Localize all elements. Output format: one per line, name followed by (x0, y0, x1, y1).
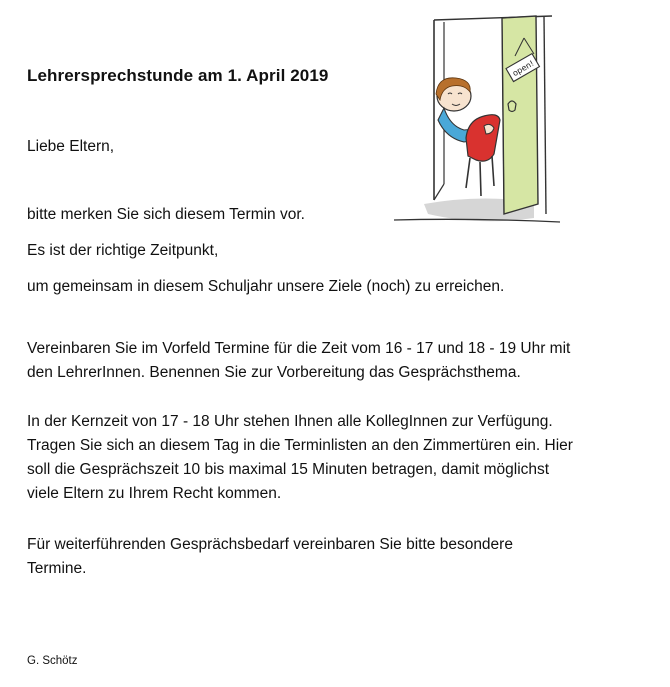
door-frame-corner (434, 184, 444, 200)
paragraph-line: viele Eltern zu Ihrem Recht kommen. (27, 485, 282, 502)
red-chair (466, 115, 500, 161)
intro-line-2: Es ist der richtige Zeitpunkt, (27, 242, 219, 259)
signature: G. Schötz (27, 655, 78, 667)
chair-legs (466, 156, 494, 196)
paragraph-line: soll die Gesprächszeit 10 bis maximal 15 Minuten betragen, damit möglichst (27, 461, 550, 478)
paragraph-line: den LehrerInnen. Benennen Sie zur Vorbereitung das Gesprächsthema. (27, 364, 521, 381)
paragraph-line: Termine. (27, 560, 87, 577)
paragraph-line: Für weiterführenden Gesprächsbedarf vereinbaren Sie bitte besondere (27, 536, 513, 553)
door-frame-right (544, 16, 546, 214)
paragraph-preparation (27, 337, 652, 385)
intro-line-3: um gemeinsam in diesem Schuljahr unsere Ziele (noch) zu erreichen. (27, 278, 505, 295)
paragraph-further (27, 533, 652, 581)
door-illustration (384, 8, 568, 232)
paragraph-core-time (27, 410, 652, 506)
paragraph-line: Vereinbaren Sie im Vorfeld Termine für die Zeit vom 16 - 17 und 18 - 19 Uhr mit (27, 340, 571, 357)
paragraph-line: In der Kernzeit von 17 - 18 Uhr stehen Ihnen alle KollegInnen zur Verfügung. (27, 413, 553, 430)
paragraph-line: Tragen Sie sich an diesem Tag in die Terminlisten an den Zimmertüren ein. Hier (27, 437, 573, 454)
intro-line-1: bitte merken Sie sich diesem Termin vor. (27, 206, 305, 223)
door-sign-text: open! (510, 58, 536, 79)
salutation: Liebe Eltern, (27, 138, 115, 155)
page-title: Lehrersprechstunde am 1. April 2019 (27, 66, 329, 85)
